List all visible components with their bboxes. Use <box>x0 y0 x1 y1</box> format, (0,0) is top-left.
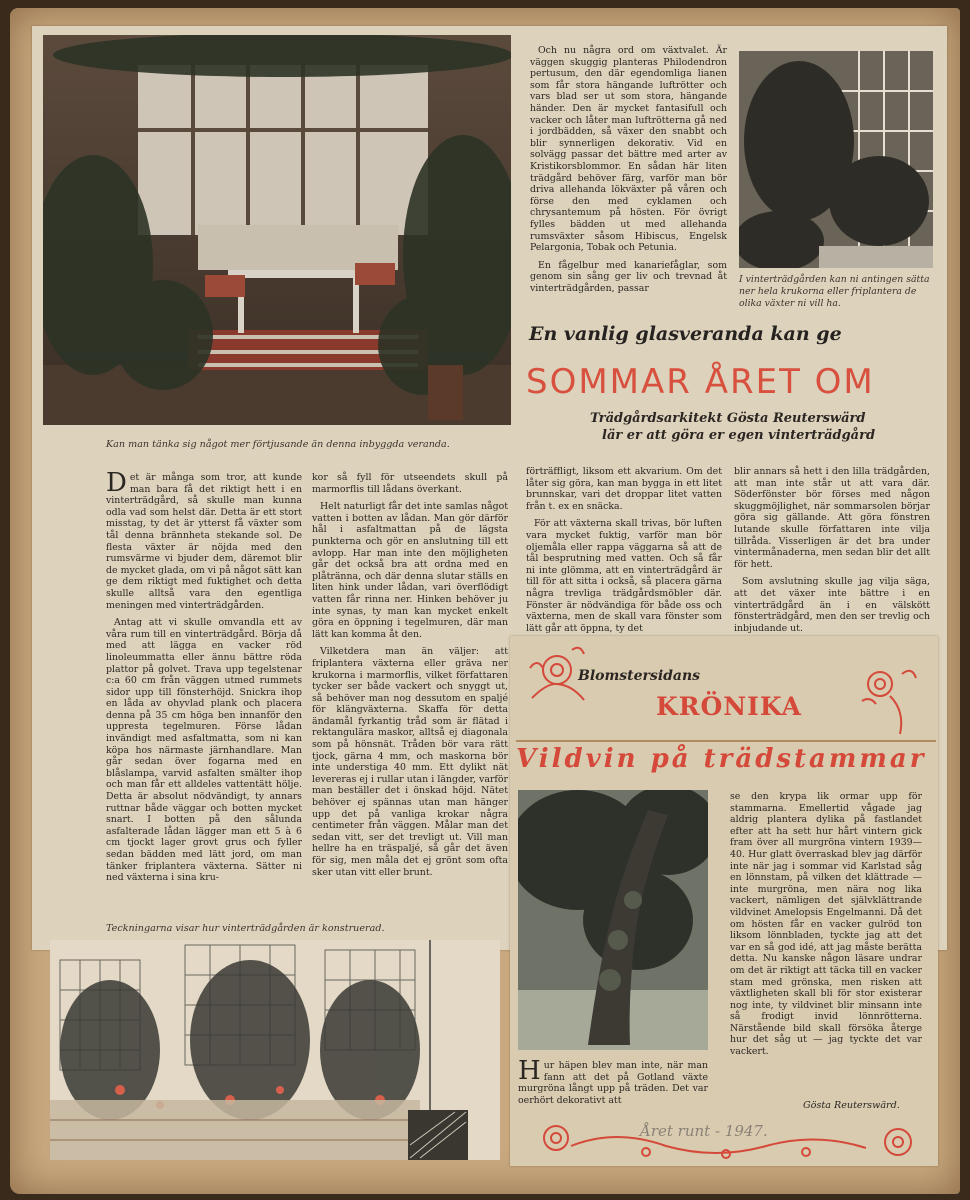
drop-cap: H <box>518 1056 541 1086</box>
vine-tree-photo <box>518 790 708 1050</box>
headline-line1: En vanlig glasveranda kan ge <box>529 323 842 345</box>
trellis-photo-caption: I vinterträdgården kan ni antingen sätta ner hela krukorna eller friplantera de olika växter ni vill ha. <box>739 274 930 309</box>
article-column-1 <box>106 468 302 890</box>
column-2-paragraph-2: Helt naturligt får det inte samlas något vatten i botten av lådan. Man gör därför hål i asfaltmattan på de lägsta punkterna och gör en anslutning till ett avlopp. Har man inte den möjligheten går det också bra att ordna med en plåtränna, och där denna slutar ställs en liten hink under lådan, vari överflödigt vatten får rinna ner. Hinken behöver ju inte synas, ty man kan mycket enkelt göra en öppning i tegelmuren, där man lätt kan komma åt den. <box>312 501 508 640</box>
article-column-4 <box>734 466 930 640</box>
scrapbook-page <box>10 8 960 1194</box>
column-3-paragraph-1: förträffligt, liksom ett akvarium. Om det låter sig göra, kan man bygga in ett litet brunnskar, vari det droppar litet vatten från t. ex en snäcka. <box>526 466 722 512</box>
flower-ornament-icon <box>850 656 920 736</box>
veranda-photo-caption: Kan man tänka sig något mer förtjusande än denna inbyggda veranda. <box>106 439 450 450</box>
headline-main: SOMMAR ÅRET OM <box>526 362 875 402</box>
kronika-signature: Gösta Reuterswärd. <box>803 1100 900 1111</box>
column-1-paragraph-1: et är många som tror, att kunde man bara få det riktigt hett i en vinterträdgård, så skulle man kunna odla vad som helst där. Detta är ett stort misstag, ty det är ytterst få växter som tål denna brännheta stekande sol. De flesta växter är nöjda med den rumsvärme vi bjuder dem, däremot blir de mycket glada, om vi på något sätt kan ge dem riktigt med fuktighet och detta skulle alltså vara den egentliga meningen med vinterträdgården. <box>106 472 302 611</box>
kronika-title: KRÖNIKA <box>656 692 802 721</box>
drawing-caption: Teckningarna visar hur vinterträdgården är konstruerad. <box>106 923 385 934</box>
column-label: Blomstersidans <box>578 668 701 684</box>
intro-paragraph: Och nu några ord om växtvalet. Är väggen skuggig planteras Philodendron pertusum, den där egendomliga lianen som får stora hängande luftrötter och vars blad ser ut som stora, hängande händer. Den är mycket fantasifull och vacker och låter man luftrötterna gå ned i jordbädden, så växer den snabbt och blir synnerligen dekorativ. Vid en solvägg passar det bättre med arter av Kristikorsblommor. En sådan här liten trädgård behöver färg, varför man bör driva allehanda lökväxter på våren och förse den med cyklamen och chrysantemum på hösten. För övrigt fylles bädden ut med allehanda rumsväxter såsom Hibiscus, Engelsk Pelargonia, Tobak och Petunia. <box>530 45 727 254</box>
article-column-3 <box>526 466 722 640</box>
kronika-left-text <box>518 1056 708 1112</box>
column-4-paragraph-1: blir annars så hett i den lilla trädgården, att man inte står ut att vara där. Söderfönster bör förses med någon skuggmöjlighet, när sommarsolen börjar göra sig gällande. Att göra fönstren lutande skulle författaren inte vilja tillråda. Visserligen är det bra under vintermånaderna, men sedan blir det allt för hett. <box>734 466 930 570</box>
column-3-paragraph-2: För att växterna skall trivas, bör luften vara mycket fuktig, varför man bör oljemåla eller rappa väggarna så att de tål besprutning med vatten. Och så får ni inte glömma, att en vinterträdgård är till för att sitta i också, så placera gärna några trevliga trädgårdsmöbler där. Fönster är nödvändiga för både oss och växterna, men de skall vara fönster som lätt går att öppna, ty det <box>526 518 722 634</box>
kronika-right-text <box>730 791 922 1064</box>
garden-drawing <box>50 940 500 1160</box>
trellis-photo <box>739 51 933 268</box>
handwritten-note: Året runt - 1947. <box>640 1122 768 1140</box>
headline-byline <box>590 410 910 444</box>
kronika-right-paragraph: se den krypa lik ormar upp för stammarna. Emellertid vågade jag aldrig plantera dylika på fastlandet efter att ha sett hur hårt vintern gick fram över all murgröna vintern 1939—40. Hur glatt överraskad blev jag därför inte när jag i sommar vid Karlstad såg en lönnstam, på vilken det klättrade — inte murgröna, men nära nog lika vackert, nämligen det självklättrande vildvinet Amelopsis Engelmanni. Då det om hösten får en vacker gulröd ton liksom lönnbladen, tyckte jag att det var en så god idé, att jag måste berätta detta. Nu kanske någon läsare undrar om det är riktigt att täcka till en vacker stam med grönska, men risken att växtligheten skall bli för stor existerar nog inte, ty vildvinet blir minsann inte så frodigt invid lönnrötterna. Närstående bild skall försöka återge hur det såg ut — jag tyckte det var vackert. <box>730 791 922 1058</box>
column-2-paragraph-3: Vilketdera man än väljer: att friplantera växterna eller gräva ner krukorna i marmorflis, vilket författaren tycker ser både vackert och snyggt ut, så behöver man nog dessutom en spaljé för klängväxterna. Skaffa för detta ändamål fyrkantig tråd som är flätad i rektangulära maskor, alltså ej diagonala som på hönsnät. Tråden bör vara rätt tjock, gärna 4 mm, och maskorna bör inte understiga 40 mm. Ett dylikt nät levereras ej i rullar utan i längder, varför man beställer det i önskad höjd. Nätet behöver ej spännas utan man hänger upp det på vanliga krokar några centimeter från väggen. Målar man det sedan vitt, ser det trevligt ut. Vill man hellre ha en träspaljé, så går det även för sig, men måla det ej grönt som ofta sker utan vitt eller brunt. <box>312 646 508 878</box>
kronika-heading: Vildvin på trädstammar <box>516 740 936 774</box>
article-column-2 <box>312 472 508 884</box>
column-4-paragraph-2: Som avslutning skulle jag vilja säga, att det växer inte bättre i en vinterträdgård än i en välskött fönsterträdgård, men den ser trevlig och inbjudande ut. <box>734 576 930 634</box>
column-2-paragraph-1: kor så fyll för utseendets skull på marmorflis till lådans överkant. <box>312 472 508 495</box>
drop-cap: D <box>106 468 127 498</box>
intro-paragraph: En fågelbur med kanariefåglar, som genom sin sång ger liv och trevnad åt vinterträdgården, passar <box>530 259 727 294</box>
intro-text-column <box>530 45 727 300</box>
veranda-photo <box>43 35 511 425</box>
column-1-paragraph-2: Antag att vi skulle omvandla ett av våra rum till en vinterträdgård. Börja då med att lägga en vacker röd linoleummatta eller ännu bättre röda plattor på golvet. Trava upp tegelstenar c:a 60 cm från väggen utmed rummets sidor upp till fönsterhöjd. Snickra ihop en låda av ohyvlad plank och placera denna på 35 cm höga ben innanför den uppresta tegelmuren. Förse lådan invändigt med asfaltmatta, som ni kan köpa hos närmaste järnhandlare. Man går sedan över fogarna med en blåslampa, varvid asfalten smälter ihop och man får ett alldeles vattentätt hölje. Detta är absolut nödvändigt, ty annars ruttnar både väggar och botten mycket snart. I botten på den sålunda asfalterade lådan lägger man ett 5 à 6 cm tjockt lager grovt grus och fyller sedan bädden med lätt jord, om man tänker friplantera växterna. Sätter ni ned växterna i sina kru- <box>106 617 302 884</box>
byline-subtitle: lär er att göra er egen vinterträdgård <box>602 428 876 443</box>
byline-author: Trädgårdsarkitekt Gösta Reuterswärd <box>590 411 866 426</box>
kronika-left-paragraph: ur häpen blev man inte, när man fann att det på Gotland växte murgröna långt upp på träden. Det var oerhört dekorativt att <box>518 1060 708 1106</box>
